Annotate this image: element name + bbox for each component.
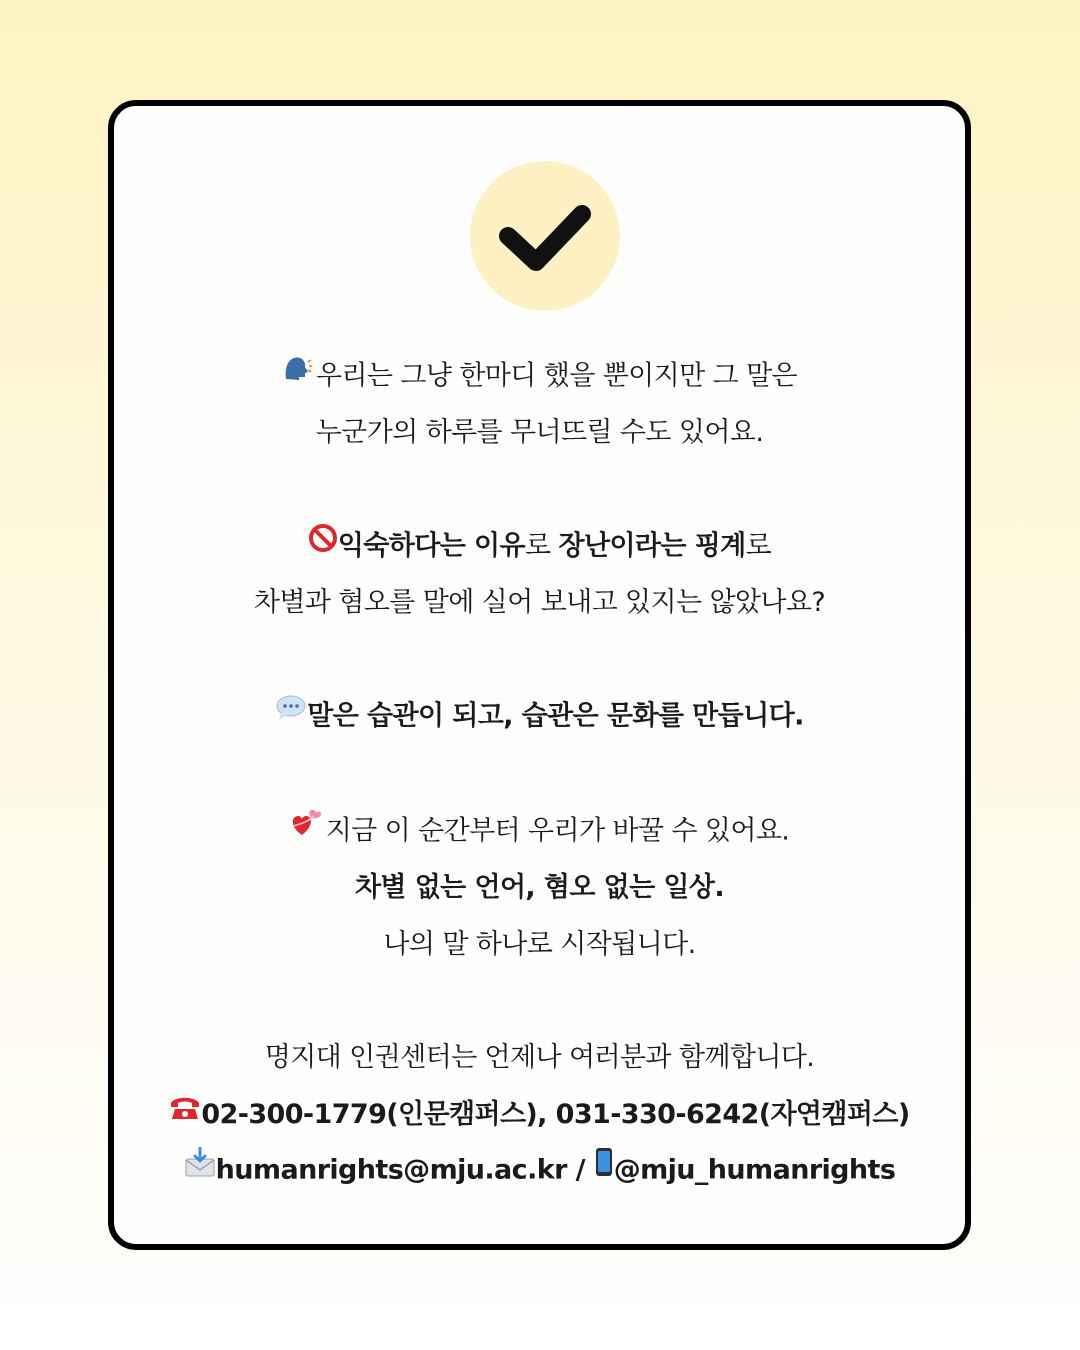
speech-balloon-icon: [275, 693, 307, 735]
paragraph-2-line-1: [114, 526, 965, 568]
paragraph-4-line-1: [114, 811, 965, 853]
paragraph-4-line-2: 차별 없는 언어, 혐오 없는 일상.: [354, 872, 725, 903]
paragraph-1-text-1: 우리는 그냥 한마디 했을 뿐이지만 그 말은: [315, 360, 798, 392]
paragraph-2-connector-1: 로: [525, 530, 559, 562]
paragraph-3-line-1: [114, 696, 965, 738]
envelope-icon: [184, 1147, 216, 1189]
message-card: [108, 100, 971, 1250]
email-link[interactable]: humanrights@mju.ac.kr: [215, 1154, 567, 1186]
paragraph-1-line-2: 누군가의 하루를 무너뜨릴 수도 있어요.: [315, 417, 764, 448]
contact-phone-line: [114, 1095, 965, 1136]
contact-separator: /: [566, 1154, 594, 1186]
checkmark-icon: [470, 161, 620, 311]
contact-online-line: [114, 1150, 965, 1192]
paragraph-2-line-2: 차별과 혐오를 말에 실어 보내고 있지는 않았나요?: [253, 587, 826, 618]
paragraph-1-line-1: [114, 356, 965, 398]
emphasis-joke-excuse: 장난이라는 핑계: [558, 530, 746, 562]
emphasis-familiar-reason: 익숙하다는 이유: [337, 530, 526, 562]
check-badge: [470, 161, 620, 311]
contact-intro: 명지대 인권센터는 언제나 여러분과 함께합니다.: [264, 1042, 815, 1073]
social-handle[interactable]: @mju_humanrights: [613, 1154, 896, 1186]
speaking-head-icon: [282, 353, 312, 395]
phone-numbers[interactable]: 02-300-1779(인문캠퍼스), 031-330-6242(자연캠퍼스): [201, 1099, 910, 1130]
paragraph-4-line-3: 나의 말 하나로 시작됩니다.: [383, 929, 696, 960]
paragraph-2-connector-2: 로: [745, 530, 772, 562]
paragraph-4-text-1: 지금 이 순간부터 우리가 바꿀 수 있어요.: [325, 815, 790, 847]
prohibited-icon: [308, 523, 338, 565]
habit-culture-text: 말은 습관이 되고, 습관은 문화를 만듭니다.: [307, 700, 804, 732]
heart-with-ribbon-icon: [290, 808, 322, 850]
mobile-phone-icon: [594, 1147, 614, 1189]
telephone-icon: [169, 1093, 201, 1133]
